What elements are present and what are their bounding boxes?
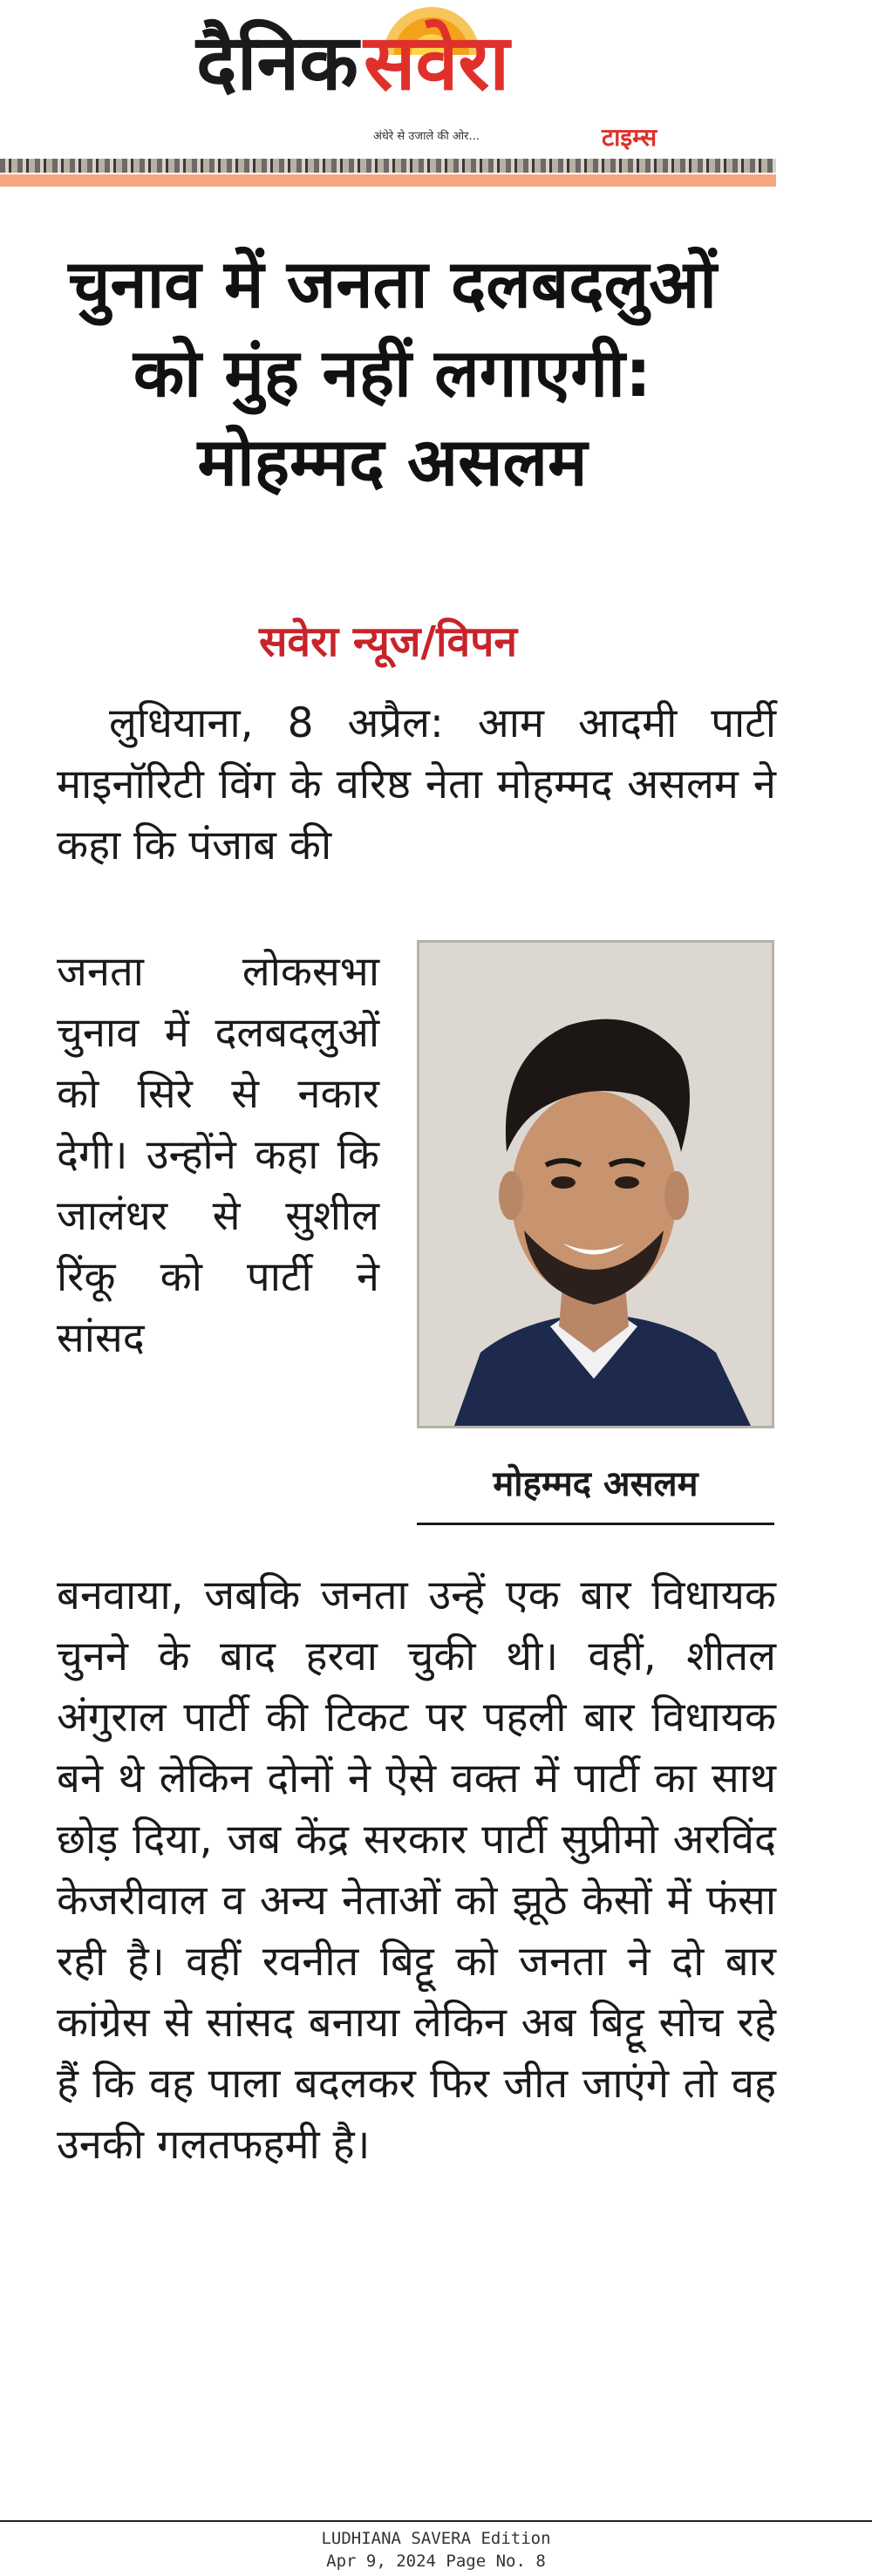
article-byline: सवेरा न्यूज/विपन	[258, 617, 518, 666]
footer-divider	[0, 2520, 872, 2522]
masthead-divider	[0, 174, 776, 187]
edition-date-page: Apr 9, 2024 Page No. 8	[326, 2552, 546, 2571]
article-headline: चुनाव में जनता दलबदलुओं को मुंह नहीं लगाएगी: मोहम्मद असलम	[68, 245, 717, 501]
article-paragraph-main: बनवाया, जबकि जनता उन्हें एक बार विधायक चुनने के बाद हरवा चुकी थी। वहीं, शीतल अंगुराल पार्टी की टिकट पर पहली बार विधायक बने थे लेकिन दोनों ने ऐसे वक्त में पार्टी का साथ छोड़ दिया, जब केंद्र सरकार पार्टी सुप्रीमो अरविंद केजरीवाल व अन्य नेताओं को झूठे केसों में फंसा रही है। वहीं रवनीत बिट्टू को जनता ने दो बार कांग्रेस से सांसद बनाया लेकिन अब बिट्टू सोच रहे हैं कि वह पाला बदलकर फिर जीत जाएंगे तो वह उनकी गलतफहमी है।	[57, 1571, 776, 2169]
article-paragraph-beside-photo: जनता लोकसभा चुनाव में दलबदलुओं को सिरे से नकार देगी। उन्होंने कहा कि जालंधर से सुशील रिंकू को पार्टी ने सांसद	[57, 948, 379, 1362]
photo-caption: मोहम्मद असलम	[493, 1464, 698, 1504]
article-paragraph-intro: लुधियाना, 8 अप्रैल: आम आदमी पार्टी माइनॉरिटी विंग के वरिष्ठ नेता मोहम्मद असलम ने कहा कि पंजाब की	[57, 699, 776, 869]
masthead-pattern-strip	[0, 159, 776, 173]
masthead	[0, 0, 776, 187]
logo-tagline: अंधेरे से उजाले की ओर...	[373, 130, 480, 143]
edition-footer	[0, 2527, 872, 2573]
newspaper-logo	[196, 17, 510, 107]
caption-underline	[417, 1523, 774, 1525]
logo-word-savera: सवेरा	[363, 17, 510, 107]
edition-name: LUDHIANA SAVERA Edition	[321, 2529, 551, 2548]
logo-word-dainik: दैनिक	[196, 17, 358, 107]
person-photo	[417, 940, 774, 1428]
logo-word-times: टाइम्स	[602, 123, 657, 152]
